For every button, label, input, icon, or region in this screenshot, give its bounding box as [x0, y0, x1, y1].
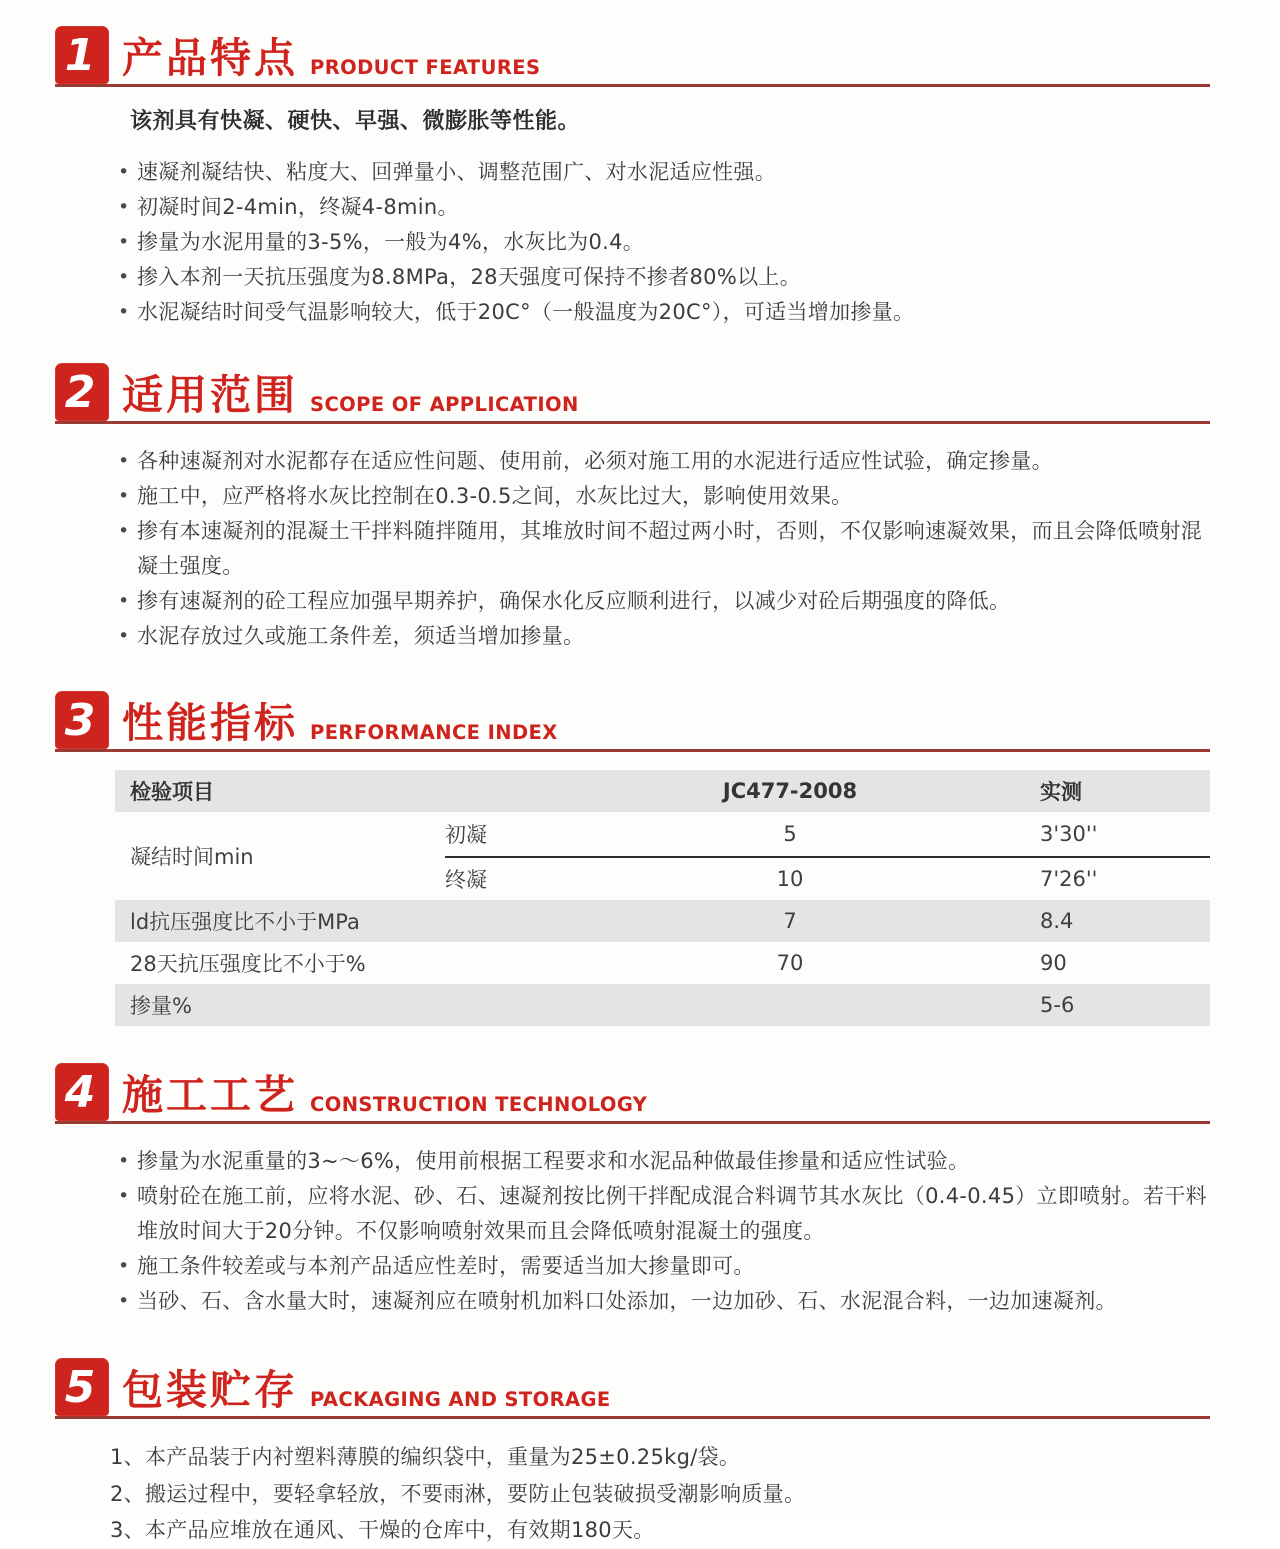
- standard-value: 10: [776, 867, 804, 891]
- table-row-setting-time: [115, 812, 1210, 900]
- section-title-zh: 包装贮存: [122, 1366, 298, 1414]
- section-header: [55, 25, 1210, 87]
- section-number-badge: 2: [55, 363, 109, 421]
- section-construction-technology: [55, 1062, 1210, 1319]
- column-header-standard: JC477-2008: [722, 779, 858, 803]
- row-label: 掺量%: [130, 994, 192, 1018]
- section-title-en: PRODUCT FEATURES: [310, 55, 541, 79]
- subrow-name: 终凝: [445, 868, 487, 892]
- section-number-badge: 1: [55, 26, 109, 84]
- section-header: [55, 1062, 1210, 1124]
- table-row: [115, 984, 1210, 1026]
- packaging-item-list: [110, 1439, 1210, 1549]
- list-item: • 掺量为水泥用量的3-5%，一般为4%，水灰比为0.4。: [115, 225, 1210, 260]
- list-item: • 掺入本剂一天抗压强度为8.8MPa，28天强度可保持不掺者80%以上。: [115, 260, 1210, 295]
- section-number-badge: 5: [55, 1358, 109, 1416]
- table-row: [445, 856, 1210, 900]
- list-item: 3、本产品应堆放在通风、干燥的仓库中，有效期180天。: [110, 1518, 655, 1542]
- list-item: • 施工中，应严格将水灰比控制在0.3-0.5之间，水灰比过大，影响使用效果。: [115, 479, 1210, 514]
- performance-table: [115, 770, 1210, 1026]
- standard-value: 70: [776, 951, 804, 975]
- list-item: • 初凝时间2-4min，终凝4-8min。: [115, 190, 1210, 225]
- list-item: • 当砂、石、含水量大时，速凝剂应在喷射机加料口处添加，一边加砂、石、水泥混合料，一边加速凝剂。: [115, 1284, 1210, 1319]
- section-title-zh: 性能指标: [122, 699, 298, 747]
- list-item: • 掺有本速凝剂的混凝土干拌料随拌随用，其堆放时间不超过两小时，否则，不仅影响速凝效果，而且会降低喷射混凝土强度。: [115, 514, 1210, 584]
- table-row: [115, 900, 1210, 942]
- section-number-badge: 3: [55, 691, 109, 749]
- row-label: 28天抗压强度比不小于%: [130, 952, 366, 976]
- section-title-en: SCOPE OF APPLICATION: [310, 392, 579, 416]
- list-item: • 喷射砼在施工前，应将水泥、砂、石、速凝剂按比例干拌配成混合料调节其水灰比（0.4-0.45）立即喷射。若干料堆放时间大于20分钟。不仅影响喷射效果而且会降低喷射混凝土的强度。: [115, 1179, 1210, 1249]
- section-header: [55, 362, 1210, 424]
- setting-time-label: 凝结时间min: [130, 845, 254, 869]
- column-header-item: 检验项目: [130, 780, 214, 804]
- section-scope-of-application: [55, 362, 1210, 654]
- section-title-en: PERFORMANCE INDEX: [310, 720, 558, 744]
- scope-bullet-list: [115, 444, 1210, 654]
- section-header: [55, 1357, 1210, 1419]
- table-row: [115, 942, 1210, 984]
- setting-time-subrows: [445, 812, 1210, 900]
- list-item: • 水泥凝结时间受气温影响较大，低于20C°（一般温度为20C°），可适当增加掺量。: [115, 295, 1210, 330]
- measured-value: 5-6: [1040, 993, 1075, 1017]
- measured-value: 90: [1040, 951, 1067, 975]
- table-header-row: [115, 770, 1210, 812]
- subrow-name: 初凝: [445, 823, 487, 847]
- section-header: [55, 690, 1210, 752]
- section-title-zh: 产品特点: [122, 34, 298, 82]
- section-title-en: CONSTRUCTION TECHNOLOGY: [310, 1092, 648, 1116]
- standard-value: 7: [783, 909, 797, 933]
- standard-value: 5: [783, 822, 797, 846]
- features-bullet-list: [115, 155, 1210, 330]
- list-item: • 各种速凝剂对水泥都存在适应性问题、使用前，必须对施工用的水泥进行适应性试验，确定掺量。: [115, 444, 1210, 479]
- section-title-zh: 施工工艺: [122, 1071, 298, 1119]
- list-item: • 施工条件较差或与本剂产品适应性差时，需要适当加大掺量即可。: [115, 1249, 1210, 1284]
- features-intro-line: 该剂具有快凝、硬快、早强、微膨胀等性能。: [130, 109, 581, 134]
- section-title-en: PACKAGING AND STORAGE: [310, 1387, 611, 1411]
- section-performance-index: [55, 690, 1210, 1026]
- list-item: 1、本产品装于内衬塑料薄膜的编织袋中，重量为25±0.25kg/袋。: [110, 1445, 741, 1469]
- list-item: • 掺量为水泥重量的3~～6%，使用前根据工程要求和水泥品种做最佳掺量和适应性试验。: [115, 1144, 1210, 1179]
- measured-value: 3'30'': [1040, 822, 1098, 846]
- section-packaging-storage: [55, 1357, 1210, 1549]
- construction-bullet-list: [115, 1144, 1210, 1319]
- measured-value: 7'26'': [1040, 867, 1098, 891]
- table-row: [445, 812, 1210, 856]
- column-header-measured: 实测: [1040, 780, 1082, 804]
- measured-value: 8.4: [1040, 909, 1074, 933]
- list-item: • 掺有速凝剂的砼工程应加强早期养护，确保水化反应顺利进行，以减少对砼后期强度的降低。: [115, 584, 1210, 619]
- list-item: • 水泥存放过久或施工条件差，须适当增加掺量。: [115, 619, 1210, 654]
- section-title-zh: 适用范围: [122, 371, 298, 419]
- section-number-badge: 4: [55, 1063, 109, 1121]
- list-item: • 速凝剂凝结快、粘度大、回弹量小、调整范围广、对水泥适应性强。: [115, 155, 1210, 190]
- row-label: ld抗压强度比不小于MPa: [130, 910, 360, 934]
- list-item: 2、搬运过程中，要轻拿轻放，不要雨淋，要防止包装破损受潮影响质量。: [110, 1481, 806, 1506]
- section-product-features: [55, 25, 1210, 330]
